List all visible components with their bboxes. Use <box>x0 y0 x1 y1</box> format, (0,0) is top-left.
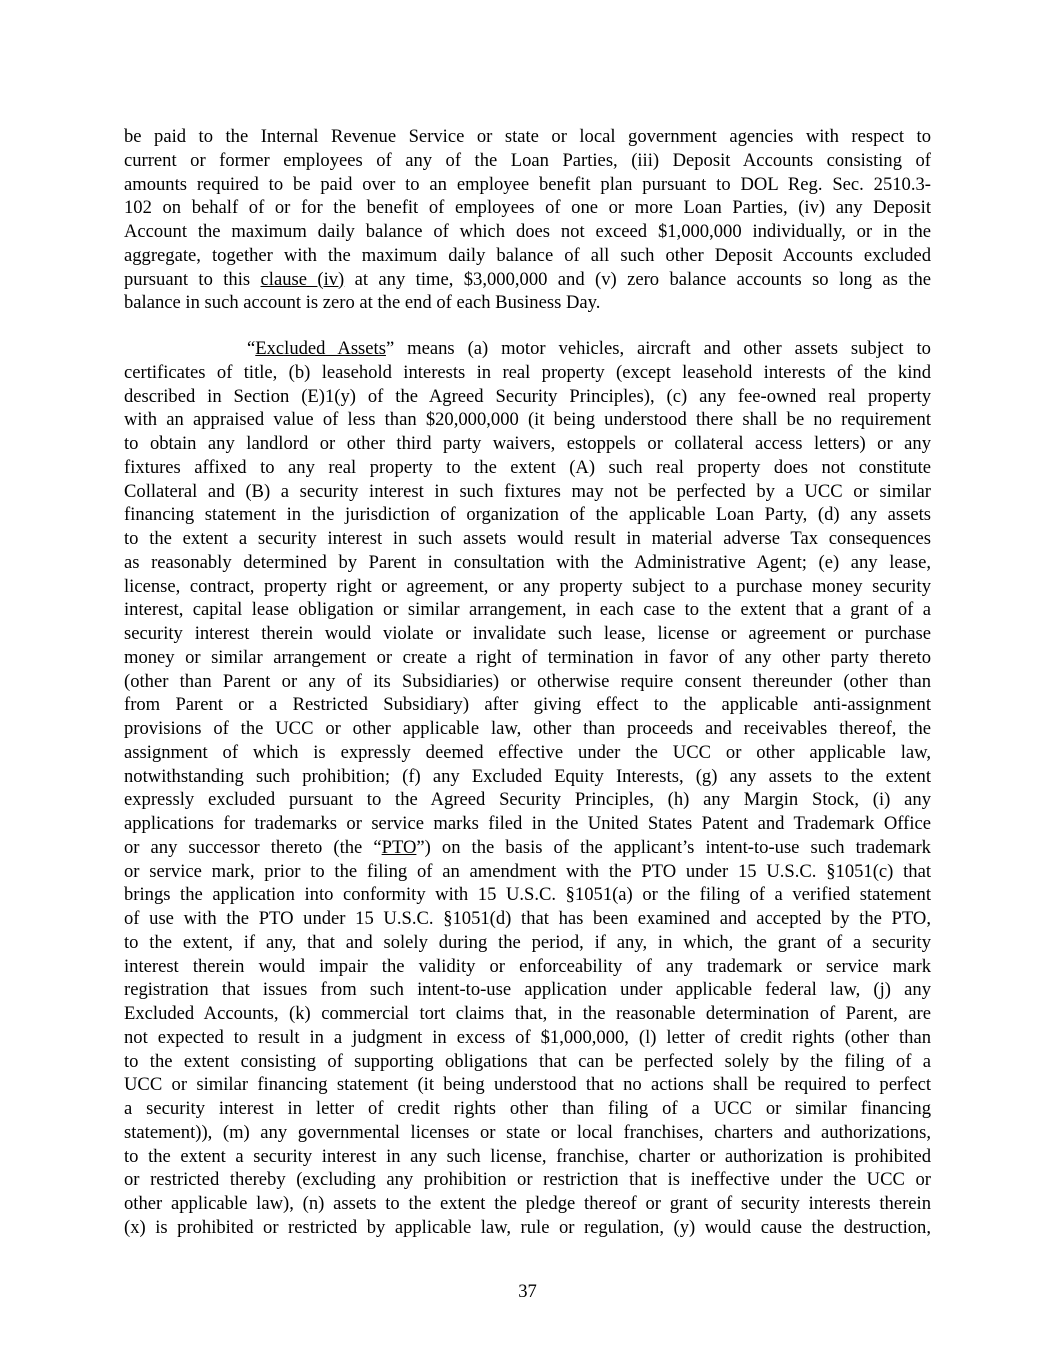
text-line <box>124 268 931 292</box>
text-line <box>124 907 931 931</box>
text-segment: not expected to result in a judgment in excess of $1,000,000, (l) letter of credit rights (other than <box>124 1026 931 1048</box>
text-segment: as reasonably determined by Parent in consultation with the Administrative Agent; (e) any lease, <box>124 551 931 573</box>
text-segment: at any time, $3,000,000 and (v) zero balance accounts so long as the <box>344 268 932 290</box>
text-segment: registration that issues from such intent-to-use application under applicable federal law, (j) any <box>124 979 931 1001</box>
text-segment: assignment of which is expressly deemed effective under the UCC or other applicable law, <box>124 741 931 763</box>
text-line <box>124 1145 931 1169</box>
text-segment: to the extent a security interest in such assets would result in material adverse Tax consequences <box>124 528 931 549</box>
text-segment: a security interest in letter of credit rights other than filing of a UCC or similar financing <box>124 1098 931 1119</box>
text-line <box>124 1073 931 1097</box>
text-segment: balance in such account is zero at the end of each Business Day. <box>124 292 601 314</box>
text-segment: described in Section (E)1(y) of the Agreed Security Principles), (c) any fee-owned real property <box>124 385 931 407</box>
text-segment: current or former employees of any of the Loan Parties, (iii) Deposit Accounts consisting of <box>124 149 931 171</box>
text-line <box>124 836 931 860</box>
text-line <box>124 812 931 836</box>
text-line <box>124 978 931 1002</box>
text-segment: ” means (a) motor vehicles, aircraft and other assets subject to <box>385 338 931 359</box>
text-line <box>124 291 931 315</box>
text-segment: to obtain any landlord or other third party waivers, estoppels or collateral access letters) or any <box>124 433 931 454</box>
text-segment: other applicable law), (n) assets to the extent the pledge thereof or grant of security interests therein <box>124 1193 931 1214</box>
text-line <box>124 220 931 244</box>
text-line <box>124 432 931 456</box>
text-line <box>124 361 931 385</box>
text-line <box>124 1097 931 1121</box>
text-line <box>124 1026 931 1050</box>
text-segment: statement)), (m) any governmental licenses or state or local franchises, charters and authorizations, <box>124 1121 931 1143</box>
text-segment: expressly excluded pursuant to the Agreed Security Principles, (h) any Margin Stock, (i) any <box>124 789 931 811</box>
text-segment: be paid to the Internal Revenue Service or state or local government agencies with respect to <box>124 126 931 147</box>
text-segment: applications for trademarks or service marks filed in the United States Patent and Trademark Office <box>124 813 931 834</box>
text-segment: UCC or similar financing statement (it being understood that no actions shall be required to perfect <box>124 1074 931 1096</box>
text-line <box>124 1050 931 1074</box>
text-line <box>124 717 931 741</box>
text-line <box>124 456 931 480</box>
defined-term: Excluded Assets <box>255 338 386 359</box>
text-line <box>124 527 931 551</box>
text-line <box>124 385 931 409</box>
text-segment: aggregate, together with the maximum daily balance of all such other Deposit Accounts excluded <box>124 244 931 266</box>
text-segment: pursuant to this <box>124 268 261 290</box>
text-segment: Collateral and (B) a security interest in such fixtures may not be perfected by a UCC or similar <box>124 480 931 502</box>
text-line <box>124 480 931 504</box>
text-segment: to the extent consisting of supporting obligations that can be perfected solely by the filing of a <box>124 1050 931 1072</box>
text-segment: interest, capital lease obligation or similar arrangement, in each case to the extent that a grant of a <box>124 599 931 621</box>
text-line <box>124 598 931 622</box>
text-segment: of use with the PTO under 15 U.S.C. §1051(d) that has been examined and accepted by the PTO, <box>124 908 931 929</box>
text-line <box>124 125 931 149</box>
text-segment: license, contract, property right or agreement, or any property subject to a purchase money security <box>124 575 931 597</box>
text-segment: Excluded Accounts, (k) commercial tort claims that, in the reasonable determination of Parent, are <box>124 1003 931 1024</box>
text-line <box>124 883 931 907</box>
text-segment: money or similar arrangement or create a right of termination in favor of any other party thereto <box>124 646 931 668</box>
text-line <box>124 408 931 432</box>
text-segment: or service mark, prior to the filing of an amendment with the PTO under 15 U.S.C. §1051(c) that <box>124 860 931 882</box>
text-line <box>124 670 931 694</box>
text-line <box>124 173 931 197</box>
text-line <box>124 503 931 527</box>
text-segment: certificates of title, (b) leasehold interests in real property (except leasehold interests of the kind <box>124 361 931 383</box>
text-line <box>124 1168 931 1192</box>
text-segment: Account the maximum daily balance of which does not exceed $1,000,000 individually, or in the <box>124 221 931 242</box>
text-line <box>124 551 931 575</box>
text-segment: ”) on the basis of the applicant’s intent-to-use such trademark <box>416 836 931 858</box>
text-line <box>124 693 931 717</box>
text-line <box>124 575 931 599</box>
page-number: 37 <box>518 1281 537 1302</box>
text-segment: from Parent or a Restricted Subsidiary) after giving effect to the applicable anti-assignment <box>124 694 931 716</box>
text-line <box>124 788 931 812</box>
paragraph-excluded-assets <box>124 337 931 1240</box>
text-segment: with an appraised value of less than $20,000,000 (it being understood there shall be no requirement <box>124 409 931 431</box>
text-segment: financing statement in the jurisdiction of organization of the applicable Loan Party, (d) any assets <box>124 504 931 526</box>
defined-term: clause (iv) <box>260 268 345 290</box>
paragraph-deposit-accounts <box>124 125 931 315</box>
text-segment: or restricted thereby (excluding any prohibition or restriction that is ineffective under the UCC or <box>124 1169 931 1191</box>
text-segment: to the extent a security interest in any such license, franchise, charter or authorization is prohibited <box>124 1145 931 1167</box>
text-line <box>124 1192 931 1216</box>
text-line <box>124 244 931 268</box>
text-line <box>124 622 931 646</box>
text-segment: 102 on behalf of or for the benefit of employees of one or more Loan Parties, (iv) any Deposit <box>124 197 931 219</box>
text-segment: provisions of the UCC or other applicable law, other than proceeds and receivables thereof, the <box>124 718 931 739</box>
text-line <box>124 931 931 955</box>
text-segment: “ <box>247 338 256 359</box>
text-line <box>124 646 931 670</box>
text-line <box>124 765 931 789</box>
text-segment: notwithstanding such prohibition; (f) any Excluded Equity Interests, (g) any assets to the extent <box>124 765 931 787</box>
text-segment: security interest therein would violate or invalidate such lease, license or agreement or purchase <box>124 623 931 644</box>
text-segment: fixtures affixed to any real property to the extent (A) such real property does not constitute <box>124 456 931 478</box>
text-segment: interest therein would impair the validity or enforceability of any trademark or service mark <box>124 955 931 977</box>
text-segment: amounts required to be paid over to an employee benefit plan pursuant to DOL Reg. Sec. 2510.3- <box>124 173 931 195</box>
text-segment: brings the application into conformity with 15 U.S.C. §1051(a) or the filing of a verified statement <box>124 884 931 906</box>
text-segment: to the extent, if any, that and solely during the period, if any, in which, the grant of a security <box>124 931 931 953</box>
text-line <box>124 1121 931 1145</box>
text-line <box>124 741 931 765</box>
text-line <box>124 955 931 979</box>
defined-term: PTO <box>381 836 417 858</box>
text-line <box>124 860 931 884</box>
text-line <box>124 1216 931 1240</box>
text-line <box>124 337 931 361</box>
text-line <box>124 196 931 220</box>
text-segment: (x) is prohibited or restricted by applicable law, rule or regulation, (y) would cause the destruction, <box>124 1216 931 1238</box>
text-segment: (other than Parent or any of its Subsidiaries) or otherwise require consent thereunder (other than <box>124 670 931 692</box>
text-line <box>124 1002 931 1026</box>
text-segment: or any successor thereto (the “ <box>124 836 382 858</box>
text-line <box>124 149 931 173</box>
